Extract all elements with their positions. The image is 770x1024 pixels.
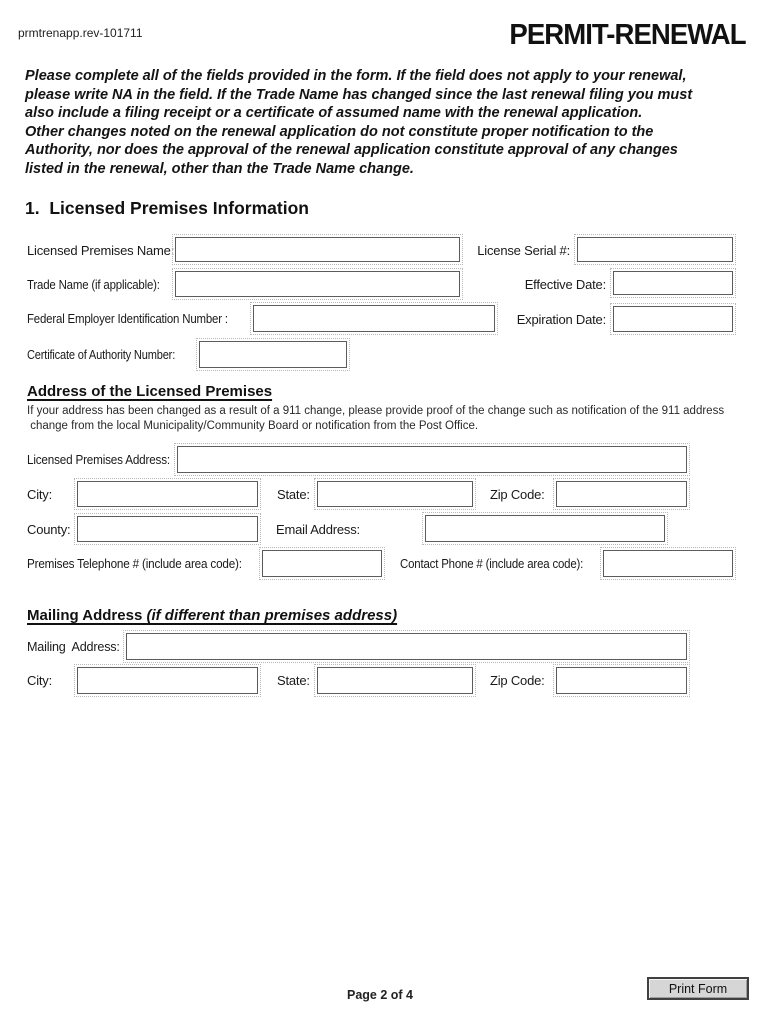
address-section-heading: Address of the Licensed Premises: [27, 383, 273, 400]
certificate-of-authority-label: Certificate of Authority Number:: [27, 346, 176, 362]
intro-paragraph: [25, 67, 749, 178]
expiration-date-label: Expiration Date:: [516, 311, 606, 327]
contact-phone-input[interactable]: [603, 550, 733, 577]
mailing-address-label: Mailing Address:: [27, 639, 120, 654]
document-reference: prmtrenapp.rev-101711: [18, 26, 143, 40]
trade-name-input[interactable]: [175, 271, 460, 297]
email-address-label: Email Address:: [276, 521, 360, 537]
intro-line: Authority, nor does the approval of the renewal application constitute approval of any changes: [25, 142, 678, 158]
premises-city-label: City:: [27, 486, 53, 502]
email-address-input[interactable]: [425, 515, 665, 542]
license-serial-input[interactable]: [577, 237, 733, 262]
effective-date-label: Effective Date:: [524, 276, 606, 292]
premises-address-label: Licensed Premises Address:: [27, 452, 170, 467]
intro-line: listed in the renewal, other than the Trade Name change.: [25, 160, 414, 177]
licensed-premises-name-label: Licensed Premises Name:: [27, 242, 175, 258]
address-911-note: [27, 404, 724, 433]
note-line: change from the local Municipality/Community Board or notification from the Post Office.: [27, 419, 479, 432]
note-line: If your address has been changed as a result of a 911 change, please provide proof of the change such as notification of the 911 address: [27, 405, 725, 417]
mailing-address-input[interactable]: [126, 633, 687, 660]
premises-zip-input[interactable]: [556, 481, 687, 507]
form-title: PERMIT-RENEWAL: [509, 19, 746, 51]
premises-address-input[interactable]: [177, 446, 687, 473]
premises-state-label: State:: [277, 486, 310, 502]
mailing-city-label: City:: [27, 673, 53, 688]
page-number: Page 2 of 4: [347, 988, 413, 1002]
mailing-zip-label: Zip Code:: [490, 673, 545, 688]
print-form-button[interactable]: Print Form: [647, 977, 749, 1000]
mailing-city-input[interactable]: [77, 667, 258, 694]
intro-line: also include a filing receipt or a certificate of assumed name with the renewal application.: [25, 105, 643, 121]
county-label: County:: [27, 521, 71, 537]
trade-name-label: Trade Name (if applicable):: [27, 276, 160, 292]
mailing-state-label: State:: [277, 673, 310, 688]
premises-phone-label: Premises Telephone # (include area code):: [27, 556, 242, 571]
licensed-premises-name-input[interactable]: [175, 237, 460, 262]
mailing-zip-input[interactable]: [556, 667, 687, 694]
intro-line: please write NA in the field. If the Trade Name has changed since the last renewal filing you must: [25, 86, 693, 103]
intro-line: Other changes noted on the renewal application do not constitute proper notification to the: [25, 123, 654, 140]
expiration-date-input[interactable]: [613, 306, 733, 332]
mailing-state-input[interactable]: [317, 667, 473, 694]
contact-phone-label: Contact Phone # (include area code):: [400, 556, 584, 571]
section1-heading: 1. Licensed Premises Information: [25, 198, 309, 218]
premises-state-input[interactable]: [317, 481, 473, 507]
fein-label: Federal Employer Identification Number :: [27, 310, 228, 326]
mailing-section-heading: Mailing Address (if different than premises address): [27, 607, 398, 624]
license-serial-label: License Serial #:: [477, 242, 570, 258]
certificate-of-authority-input[interactable]: [199, 341, 347, 368]
intro-line: Please complete all of the fields provided in the form. If the field does not apply to your renewal,: [25, 68, 687, 84]
premises-phone-input[interactable]: [262, 550, 382, 577]
county-input[interactable]: [77, 516, 258, 542]
premises-city-input[interactable]: [77, 481, 258, 507]
premises-zip-label: Zip Code:: [490, 486, 545, 502]
effective-date-input[interactable]: [613, 271, 733, 295]
